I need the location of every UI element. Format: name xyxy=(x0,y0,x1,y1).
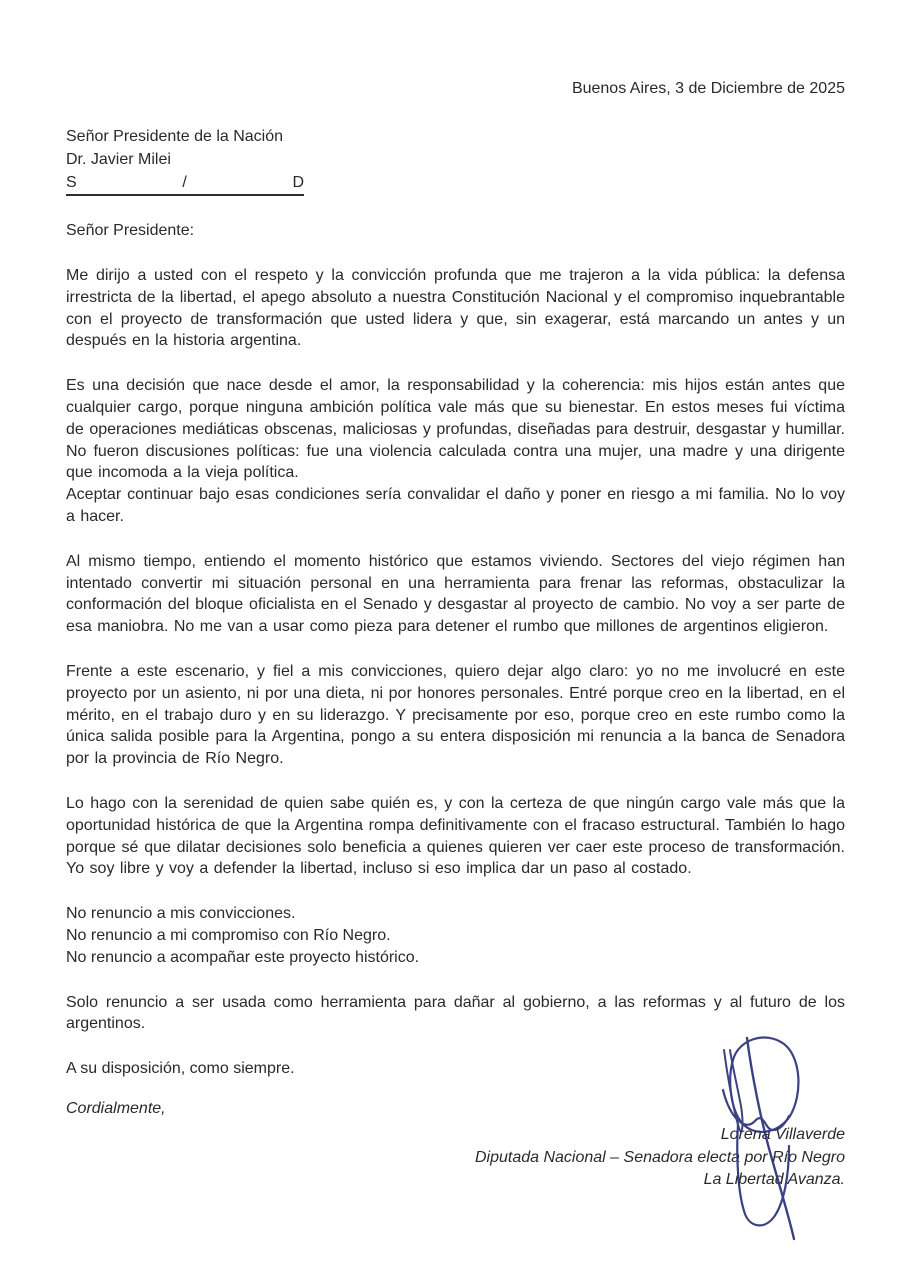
conviction-line-2: No renuncio a mi compromiso con Río Negro. xyxy=(66,926,391,944)
paragraph-4: Al mismo tiempo, entiendo el momento histórico que estamos viviendo. Sectores del viejo régimen han intentado convertir mi situación personal en una herramienta para frenar las reformas, obstaculizar la conformación del bloque oficialista en el Senado y desgastar al proyecto de cambio. No voy a ser parte de esa maniobra. No me van a usar como pieza para detener el rumbo que millones de argentinos eligieron. xyxy=(66,552,845,636)
conviction-line-3: No renuncio a acompañar este proyecto histórico. xyxy=(66,948,420,966)
signer-block xyxy=(66,1124,845,1192)
sd-left: S xyxy=(66,174,77,191)
valediction: Cordialmente, xyxy=(66,1100,166,1118)
recipient-block xyxy=(66,125,845,196)
paragraph-1: Me dirijo a usted con el respeto y la convicción profunda que me trajeron a la vida pública: la defensa irrestricta de la libertad, el apego absoluto a nuestra Constitución Nacional y el compromiso inquebrantable con el proyecto de transformación que usted lidera y que, sin exagerar, está marcando un antes y un después en la historia argentina. xyxy=(66,267,845,350)
recipient-sd-line xyxy=(66,173,304,196)
recipient-title: Señor Presidente de la Nación xyxy=(66,128,284,145)
sd-slash: / xyxy=(182,174,187,191)
salutation: Señor Presidente: xyxy=(66,222,195,239)
letter-body xyxy=(66,265,845,1035)
convictions-block xyxy=(66,903,845,968)
letter-date: Buenos Aires, 3 de Diciembre de 2025 xyxy=(571,80,845,97)
recipient-name: Dr. Javier Milei xyxy=(66,151,171,168)
conviction-line-1: No renuncio a mis convicciones. xyxy=(66,905,296,923)
paragraph-6: Lo hago con la serenidad de quien sabe quién es, y con la certeza de que ningún cargo vale más que la oportunidad histórica de que la Argentina rompa definitivamente con el fracaso estructural. También lo hago porque sé que dilatar decisiones solo beneficia a quienes quieren ver caer este proceso de transformación. Yo soy libre y voy a defender la libertad, incluso si eso implica dar un paso al costado. xyxy=(66,794,845,878)
paragraph-3: Aceptar continuar bajo esas condiciones sería convalidar el daño y poner en riesgo a mi familia. No lo voy a hacer. xyxy=(66,486,845,525)
signer-party: La Libertad Avanza. xyxy=(703,1171,845,1189)
paragraph-5: Frente a este escenario, y fiel a mis convicciones, quiero dejar algo claro: yo no me involucré en este proyecto por un asiento, ni por una dieta, ni por honores personales. Entré porque creo en la libertad, en el mérito, en el trabajo duro y en su liderazgo. Y precisamente por eso, porque creo en este rumbo como la única salida posible para la Argentina, pongo a su entera disposición mi renuncia a la banca de Senadora por la provincia de Río Negro. xyxy=(66,662,845,768)
final-renuncia-paragraph: Solo renuncio a ser usada como herramienta para dañar al gobierno, a las reformas y al futuro de los argentinos. xyxy=(66,993,845,1033)
signer-title: Diputada Nacional – Senadora electa por Río Negro xyxy=(474,1148,845,1166)
signer-name: Lorena Villaverde xyxy=(720,1126,845,1144)
paragraph-2: Es una decisión que nace desde el amor, la responsabilidad y la coherencia: mis hijos están antes que cualquier cargo, porque ninguna ambición política vale más que su bienestar. En estos meses fui víctima de operaciones mediáticas obscenas, maliciosas y profundas, diseñadas para destruir, desgastar y humillar. No fueron discusiones políticas: fue una violencia calculada contra una mujer, una madre y una dirigente que incomoda a la vieja política. xyxy=(66,377,845,482)
availability-line: A su disposición, como siempre. xyxy=(66,1060,295,1078)
sd-right: D xyxy=(292,174,304,191)
